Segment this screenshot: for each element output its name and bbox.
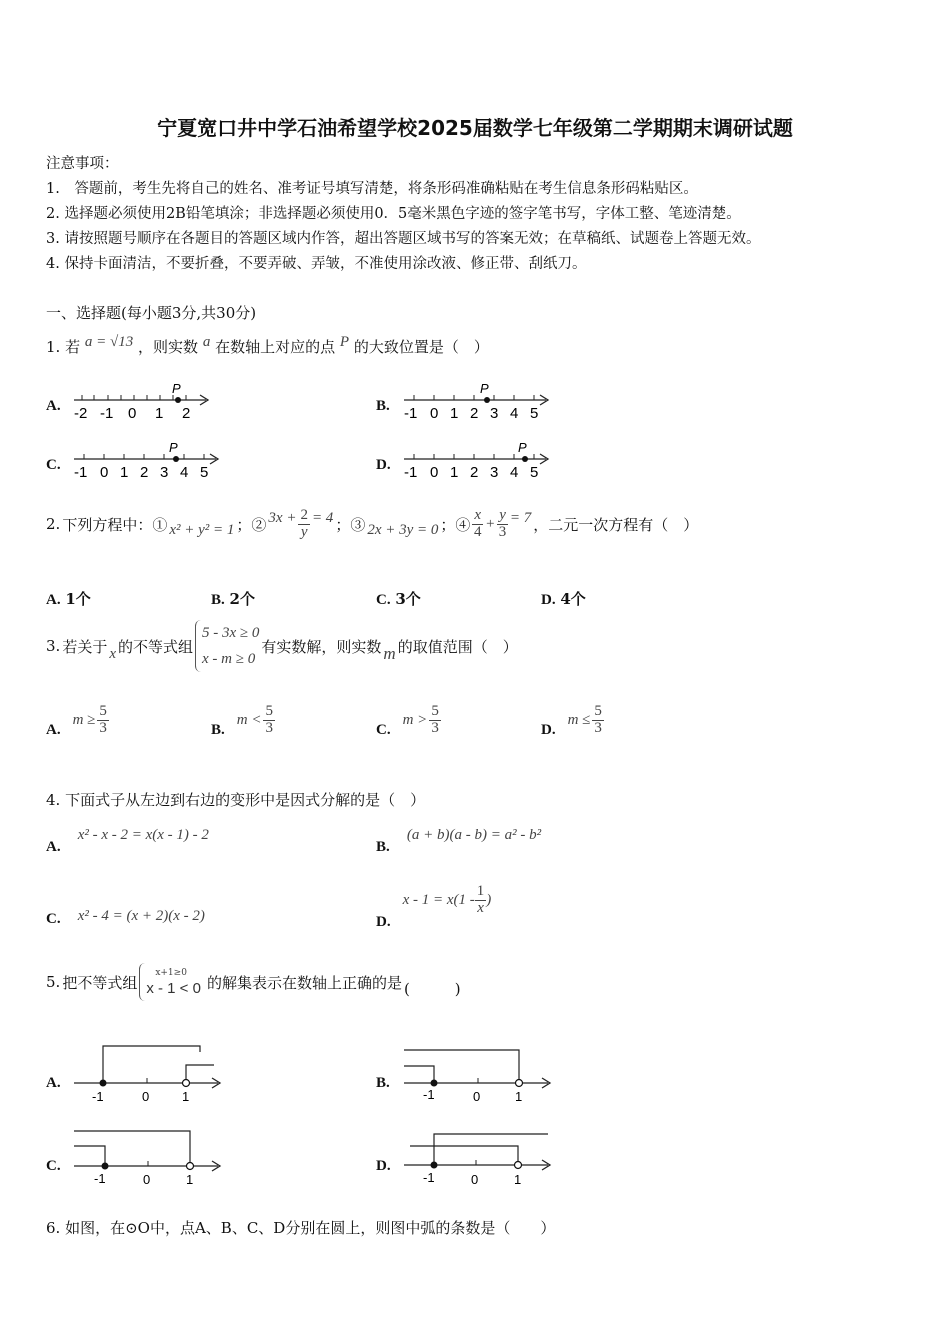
- solid-dot: [431, 1162, 438, 1169]
- hollow-dot: [515, 1162, 522, 1169]
- denominator: 3: [431, 719, 439, 736]
- numerator: y: [499, 507, 506, 523]
- tick-label: 4: [510, 464, 519, 481]
- q6-number: 6.: [46, 1219, 61, 1237]
- option-label: C.: [376, 721, 391, 738]
- numerator: x: [474, 507, 482, 523]
- q5-option-d-numberline[interactable]: [400, 1124, 560, 1190]
- q2-option-c[interactable]: [376, 588, 421, 609]
- point-p-dot: [484, 397, 490, 403]
- tick-label: 1: [514, 1172, 522, 1187]
- tick-label: 2: [470, 405, 479, 422]
- tick-label: 0: [128, 405, 137, 422]
- q3-option-d[interactable]: [541, 703, 604, 739]
- q3-system: [195, 620, 259, 672]
- point-p-label: P: [172, 381, 181, 396]
- system-line-2: x - 1 < 0: [146, 980, 201, 997]
- system-line-1: 5 - 3x ≥ 0: [202, 625, 260, 641]
- question-2: [46, 508, 698, 541]
- q2-sep3: ；④: [440, 515, 471, 534]
- option-value: 4个: [560, 590, 586, 608]
- tick-label: 0: [473, 1089, 481, 1104]
- point-p-dot: [175, 397, 181, 403]
- q2-sep1: ；②: [236, 515, 267, 534]
- denominator: x: [477, 899, 484, 916]
- tick-label: 1: [155, 405, 164, 422]
- option-value-left: x - 1 = x(1 -: [402, 891, 475, 908]
- q1-option-a-label[interactable]: A.: [46, 398, 61, 414]
- q1-var: a: [202, 334, 211, 350]
- system-line-1: x+1≥0: [155, 968, 187, 978]
- q2-sep2: ；③: [335, 515, 366, 534]
- denominator: 3: [265, 719, 273, 736]
- denominator: 4: [473, 523, 482, 540]
- q2-pre: 下列方程中：①: [62, 515, 168, 534]
- q1-option-d-numberline[interactable]: [400, 437, 560, 481]
- tick-label: 0: [471, 1172, 479, 1187]
- hollow-dot: [187, 1163, 194, 1170]
- ticks: [82, 395, 186, 400]
- option-label: C.: [376, 592, 391, 608]
- hollow-dot: [183, 1080, 190, 1087]
- option-relation: m <: [236, 711, 262, 728]
- numerator: 5: [431, 703, 439, 719]
- tick-label: 4: [180, 464, 189, 481]
- option-label: B.: [211, 592, 225, 608]
- tick-label: -1: [94, 1171, 106, 1186]
- option-label: D.: [541, 721, 556, 738]
- option-fraction: [475, 884, 487, 917]
- q1-number: 1.: [46, 338, 61, 356]
- q4-option-d[interactable]: [376, 883, 492, 930]
- q2-eq2-fraction: [298, 508, 310, 541]
- solid-dot: [102, 1163, 109, 1170]
- q2-number: 2.: [46, 515, 61, 534]
- tick-label: 1: [120, 464, 129, 481]
- q3-post: 的取值范围（ ）: [397, 637, 518, 656]
- option-value: 2个: [229, 590, 255, 608]
- q4-option-b[interactable]: [376, 824, 542, 855]
- option-fraction: [592, 704, 604, 737]
- notice-item-1: 1. 答题前，考生先将自己的姓名、准考证号填写清楚，将条形码准确粘贴在考生信息条形码粘贴区。: [46, 181, 698, 197]
- q2-eq3: 2x + 3y = 0: [367, 521, 439, 538]
- q1-mid: ，则实数: [138, 338, 199, 356]
- denominator: 3: [594, 719, 602, 736]
- q5-option-c-label[interactable]: C.: [46, 1158, 61, 1174]
- q2-eq2-left: 3x +: [268, 509, 297, 526]
- question-5: [46, 963, 461, 1001]
- tick-label: 2: [470, 464, 479, 481]
- option-label: A.: [46, 839, 61, 855]
- tick-label: 0: [100, 464, 109, 481]
- point-p-dot: [173, 456, 179, 462]
- q4-option-c[interactable]: [46, 905, 205, 925]
- q2-eq4-plus: +: [485, 515, 496, 532]
- q2-option-a[interactable]: [46, 588, 91, 609]
- option-value: 1个: [65, 590, 91, 608]
- tick-label: 2: [140, 464, 149, 481]
- tick-label: 0: [430, 405, 439, 422]
- point-p-dot: [522, 456, 528, 462]
- option-fraction: [429, 704, 441, 737]
- denominator: 3: [498, 523, 507, 540]
- q2-option-b[interactable]: [211, 588, 255, 609]
- q5-number: 5.: [46, 973, 61, 991]
- q5-option-b-label[interactable]: B.: [376, 1075, 390, 1091]
- option-value: x² - x - 2 = x(x - 1) - 2: [77, 827, 209, 843]
- point-p-label: P: [518, 440, 527, 455]
- tick-label: 3: [490, 405, 499, 422]
- q2-eq4-frac-y: [497, 508, 508, 541]
- solid-dot: [100, 1080, 107, 1087]
- option-label: A.: [46, 721, 61, 738]
- option-label: B.: [376, 839, 390, 855]
- q1-option-d-label[interactable]: D.: [376, 457, 391, 473]
- q1-pre: 若: [65, 338, 81, 356]
- option-value: 3个: [395, 590, 421, 608]
- q3-var-x: x: [109, 645, 116, 662]
- q1-option-c-label[interactable]: C.: [46, 457, 61, 473]
- q3-option-a[interactable]: [46, 703, 109, 739]
- tick-label: 1: [182, 1089, 190, 1104]
- q2-option-d[interactable]: [541, 588, 586, 609]
- question-6: [46, 1217, 555, 1238]
- q5-post: 的解集表示在数轴上正确的是: [206, 973, 402, 992]
- tick-label: 3: [490, 464, 499, 481]
- question-1: [46, 336, 489, 357]
- numerator: 1: [476, 883, 485, 899]
- q1-option-a-numberline[interactable]: [70, 378, 220, 422]
- q1-option-c-numberline[interactable]: [70, 437, 230, 481]
- q1-post: 的大致位置是（ ）: [353, 338, 489, 356]
- tick-label: -1: [423, 1087, 435, 1102]
- q3-mid: 的不等式组: [118, 637, 194, 656]
- q5-paren: ( ): [403, 979, 461, 998]
- page-title: 宁夏宽口井中学石油希望学校2025届数学七年级第二学期期末调研试题: [157, 116, 793, 140]
- q3-number: 3.: [46, 637, 61, 655]
- tick-label: 5: [200, 464, 209, 481]
- option-label: C.: [46, 911, 61, 927]
- q3-pre: 若关于: [62, 637, 108, 656]
- tick-label: 0: [142, 1089, 150, 1104]
- solid-dot: [431, 1080, 438, 1087]
- option-relation: m ≤: [567, 711, 591, 728]
- denominator: y: [300, 523, 308, 540]
- tick-label: 5: [530, 405, 539, 422]
- tick-label: -1: [404, 405, 418, 422]
- q1-option-b-numberline[interactable]: [400, 378, 560, 422]
- option-label: B.: [211, 721, 225, 738]
- q5-system: [139, 963, 205, 1001]
- q3-var-m: m: [383, 644, 396, 663]
- q5-pre: 把不等式组: [62, 973, 138, 992]
- numerator: 5: [265, 703, 273, 719]
- q2-post: ，二元一次方程有（ ）: [533, 515, 699, 534]
- tick-label: 2: [182, 405, 191, 422]
- q4-number: 4.: [46, 791, 61, 809]
- q3-option-b[interactable]: [211, 703, 275, 739]
- numerator: 5: [594, 703, 602, 719]
- q5-option-d-label[interactable]: D.: [376, 1158, 391, 1174]
- option-value: x² - 4 = (x + 2)(x - 2): [77, 908, 205, 924]
- section-heading: 一、选择题(每小题3分,共30分): [46, 304, 257, 322]
- question-4: [46, 789, 425, 810]
- tick-label: -1: [404, 464, 418, 481]
- notice-item-2: 2. 选择题必须使用2B铅笔填涂；非选择题必须使用0．5毫米黑色字迹的签字笔书写，字体工整、笔迹清楚。: [46, 206, 741, 222]
- question-3: [46, 620, 518, 672]
- q2-eq2-right: = 4: [311, 509, 334, 526]
- q5-option-a-numberline[interactable]: [70, 1040, 230, 1106]
- option-fraction: [97, 704, 109, 737]
- tick-label: 1: [186, 1172, 194, 1187]
- q2-eq1: x² + y² = 1: [169, 521, 235, 538]
- q3-mid2: 有实数解，则实数: [261, 637, 382, 656]
- q4-option-a[interactable]: [46, 824, 209, 855]
- q5-option-a-label[interactable]: A.: [46, 1075, 61, 1091]
- option-value: (a + b)(a - b) = a² - b²: [406, 827, 542, 843]
- tick-label: 1: [515, 1089, 523, 1104]
- option-relation: m >: [402, 711, 428, 728]
- notice-item-4: 4. 保持卡面清洁，不要折叠，不要弄破、弄皱，不准使用涂改液、修正带、刮纸刀。: [46, 256, 587, 272]
- q6-text: 如图，在⊙O中，点A、B、C、D分别在圆上，则图中弧的条数是（ ）: [65, 1219, 556, 1237]
- tick-label: -1: [423, 1170, 435, 1185]
- numerator: 5: [99, 703, 107, 719]
- tick-label: -1: [92, 1089, 104, 1104]
- q5-option-b-numberline[interactable]: [400, 1040, 560, 1106]
- q1-point: P: [339, 334, 350, 350]
- point-p-label: P: [169, 440, 178, 455]
- tick-label: 0: [143, 1172, 151, 1187]
- option-label: D.: [541, 592, 556, 608]
- q1-mid2: 在数轴上对应的点: [215, 338, 336, 356]
- tick-label: 5: [530, 464, 539, 481]
- q4-text: 下面式子从左边到右边的变形中是因式分解的是（ ）: [65, 791, 426, 809]
- denominator: 3: [99, 719, 107, 736]
- option-fraction: [263, 704, 275, 737]
- option-relation: m ≥: [72, 711, 96, 728]
- notice-item-3: 3. 请按照题号顺序在各题目的答题区域内作答，超出答题区域书写的答案无效；在草稿纸、试题卷上答题无效。: [46, 231, 761, 247]
- option-label: D.: [376, 913, 391, 930]
- tick-label: 1: [450, 405, 459, 422]
- option-label: A.: [46, 592, 61, 608]
- q2-eq4-frac-x: [472, 508, 483, 541]
- notice-heading: 注意事项：: [46, 156, 119, 172]
- tick-label: -1: [100, 405, 114, 422]
- q2-eq4-right: = 7: [509, 509, 532, 526]
- q1-option-b-label[interactable]: B.: [376, 398, 390, 414]
- hollow-dot: [516, 1080, 523, 1087]
- system-line-2: x - m ≥ 0: [202, 651, 256, 667]
- numerator: 2: [300, 507, 308, 523]
- point-p-label: P: [480, 381, 489, 396]
- tick-label: 0: [430, 464, 439, 481]
- tick-label: 1: [450, 464, 459, 481]
- tick-label: -2: [74, 405, 88, 422]
- tick-label: 3: [160, 464, 169, 481]
- tick-label: 4: [510, 405, 519, 422]
- q5-option-c-numberline[interactable]: [70, 1124, 230, 1190]
- q3-option-c[interactable]: [376, 703, 441, 739]
- tick-label: -1: [74, 464, 88, 481]
- q1-expression: a = √13: [84, 334, 134, 350]
- option-value-right: ): [486, 891, 492, 908]
